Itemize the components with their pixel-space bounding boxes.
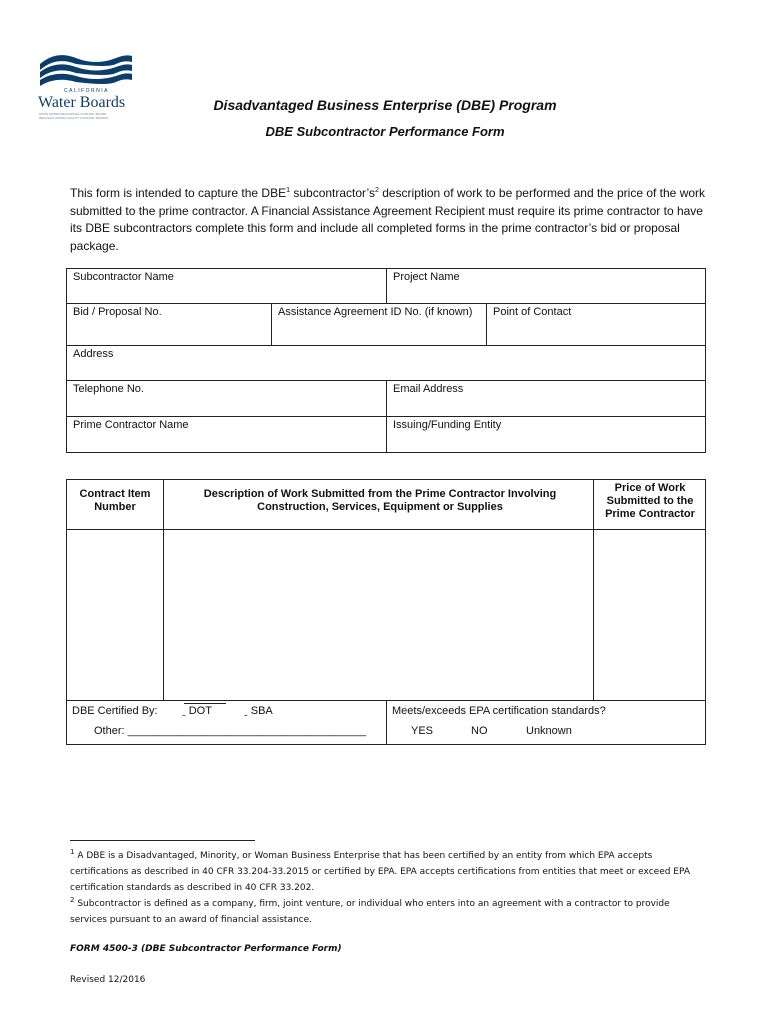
table-divider <box>66 700 706 701</box>
other-certifier-field[interactable]: Other: _______________________________________ <box>94 725 367 737</box>
intro-text-2: subcontractor’s <box>290 186 375 200</box>
col-header-contract-item: Contract Item Number <box>79 488 151 513</box>
issuing-funding-entity-label: Issuing/Funding Entity <box>393 419 502 431</box>
logo-state: CALIFORNIA <box>64 88 110 94</box>
footnote-1-number: 1 <box>70 848 75 856</box>
address-label: Address <box>73 348 114 360</box>
issuing-funding-entity-field[interactable] <box>386 416 706 453</box>
form-number-label: FORM 4500-3 (DBE Subcontractor Performance Form) <box>70 944 342 954</box>
email-address-field[interactable] <box>386 380 706 417</box>
footnote-1 <box>70 848 700 896</box>
point-of-contact-field[interactable] <box>486 303 706 346</box>
sba-option[interactable] <box>244 705 273 717</box>
point-of-contact-label: Point of Contact <box>493 306 572 318</box>
dbe-certified-by-label: DBE Certified By: <box>72 705 158 717</box>
assistance-agreement-id-field[interactable] <box>271 303 487 346</box>
wave-logo-icon <box>36 50 136 90</box>
logo-tagline <box>39 112 108 120</box>
sba-label: SBA <box>250 705 273 717</box>
intro-paragraph <box>70 185 710 255</box>
meets-exceeds-label: Meets/exceeds EPA certification standards? <box>392 705 606 717</box>
unknown-option[interactable]: Unknown <box>526 725 572 737</box>
dot-label: DOT <box>188 705 212 717</box>
footnote-2-text: Subcontractor is defined as a company, firm, joint venture, or individual who enters into an agreement with a contractor to provide services pursuant to an award of financial assistance. <box>70 899 670 925</box>
page-subtitle: DBE Subcontractor Performance Form <box>265 124 505 139</box>
page-title: Disadvantaged Business Enterprise (DBE) Program <box>213 97 557 113</box>
bid-proposal-no-label: Bid / Proposal No. <box>73 306 162 318</box>
no-option[interactable]: NO <box>471 725 488 737</box>
footnote-separator <box>70 840 255 841</box>
subcontractor-name-field[interactable] <box>66 268 387 304</box>
intro-text-1: This form is intended to capture the DBE <box>70 186 287 200</box>
intro-text-3: description of work to be performed and the price of the work submitted to the prime contractor. A Financial Assistance Agreement Recipient must require its prime contractor to have its DBE subcontractors complete this form and include all completed forms in the prime contractor’s bid or proposal package. <box>70 186 706 253</box>
footnote-2-number: 2 <box>70 896 75 904</box>
col-header-description: Description of Work Submitted from the Prime Contractor Involving Construction, Services, Equipment or Supplies <box>203 488 557 513</box>
table-divider <box>386 700 387 745</box>
revised-date: Revised 12/2016 <box>70 975 146 985</box>
telephone-no-field[interactable] <box>66 380 387 417</box>
logo-tagline-2: REGIONAL WATER QUALITY CONTROL BOARDS <box>39 116 109 120</box>
email-address-label: Email Address <box>393 383 464 395</box>
project-name-label: Project Name <box>393 271 460 283</box>
footnote-ref-1: 1 <box>286 187 291 194</box>
logo-tagline-1: STATE WATER RESOURCES CONTROL BOARD <box>39 112 107 116</box>
telephone-no-label: Telephone No. <box>73 383 144 395</box>
assistance-agreement-id-label: Assistance Agreement ID No. (if known) <box>278 306 473 318</box>
logo-name: Water Boards <box>38 94 126 111</box>
contract-item-input[interactable] <box>67 530 163 700</box>
bid-proposal-no-field[interactable] <box>66 303 272 346</box>
description-input[interactable] <box>164 530 593 700</box>
yes-option[interactable]: YES <box>411 725 434 737</box>
footnote-1-text: A DBE is a Disadvantaged, Minority, or Woman Business Enterprise that has been certified by an entity from which EPA accepts certifications as described in 40 CFR 33.204-33.2015 or certified by EPA. EPA accepts certifications from entities that meet or exceed EPA certification standards as described in 40 CFR 33.202. <box>70 851 691 893</box>
address-field[interactable] <box>66 345 706 381</box>
prime-contractor-name-label: Prime Contractor Name <box>73 419 189 431</box>
prime-contractor-name-field[interactable] <box>66 416 387 453</box>
col-header-price: Price of Work Submitted to the Prime Contractor <box>605 482 695 520</box>
price-input[interactable] <box>594 530 705 700</box>
dot-checkbox-line <box>184 703 226 704</box>
footnote-2 <box>70 896 700 928</box>
subcontractor-name-label: Subcontractor Name <box>73 271 174 283</box>
footnote-ref-2: 2 <box>374 187 379 194</box>
dot-option[interactable] <box>182 705 212 717</box>
project-name-field[interactable] <box>386 268 706 304</box>
sba-check-mark: ˍ <box>244 705 248 717</box>
dot-check-mark: ˍ <box>182 705 186 717</box>
